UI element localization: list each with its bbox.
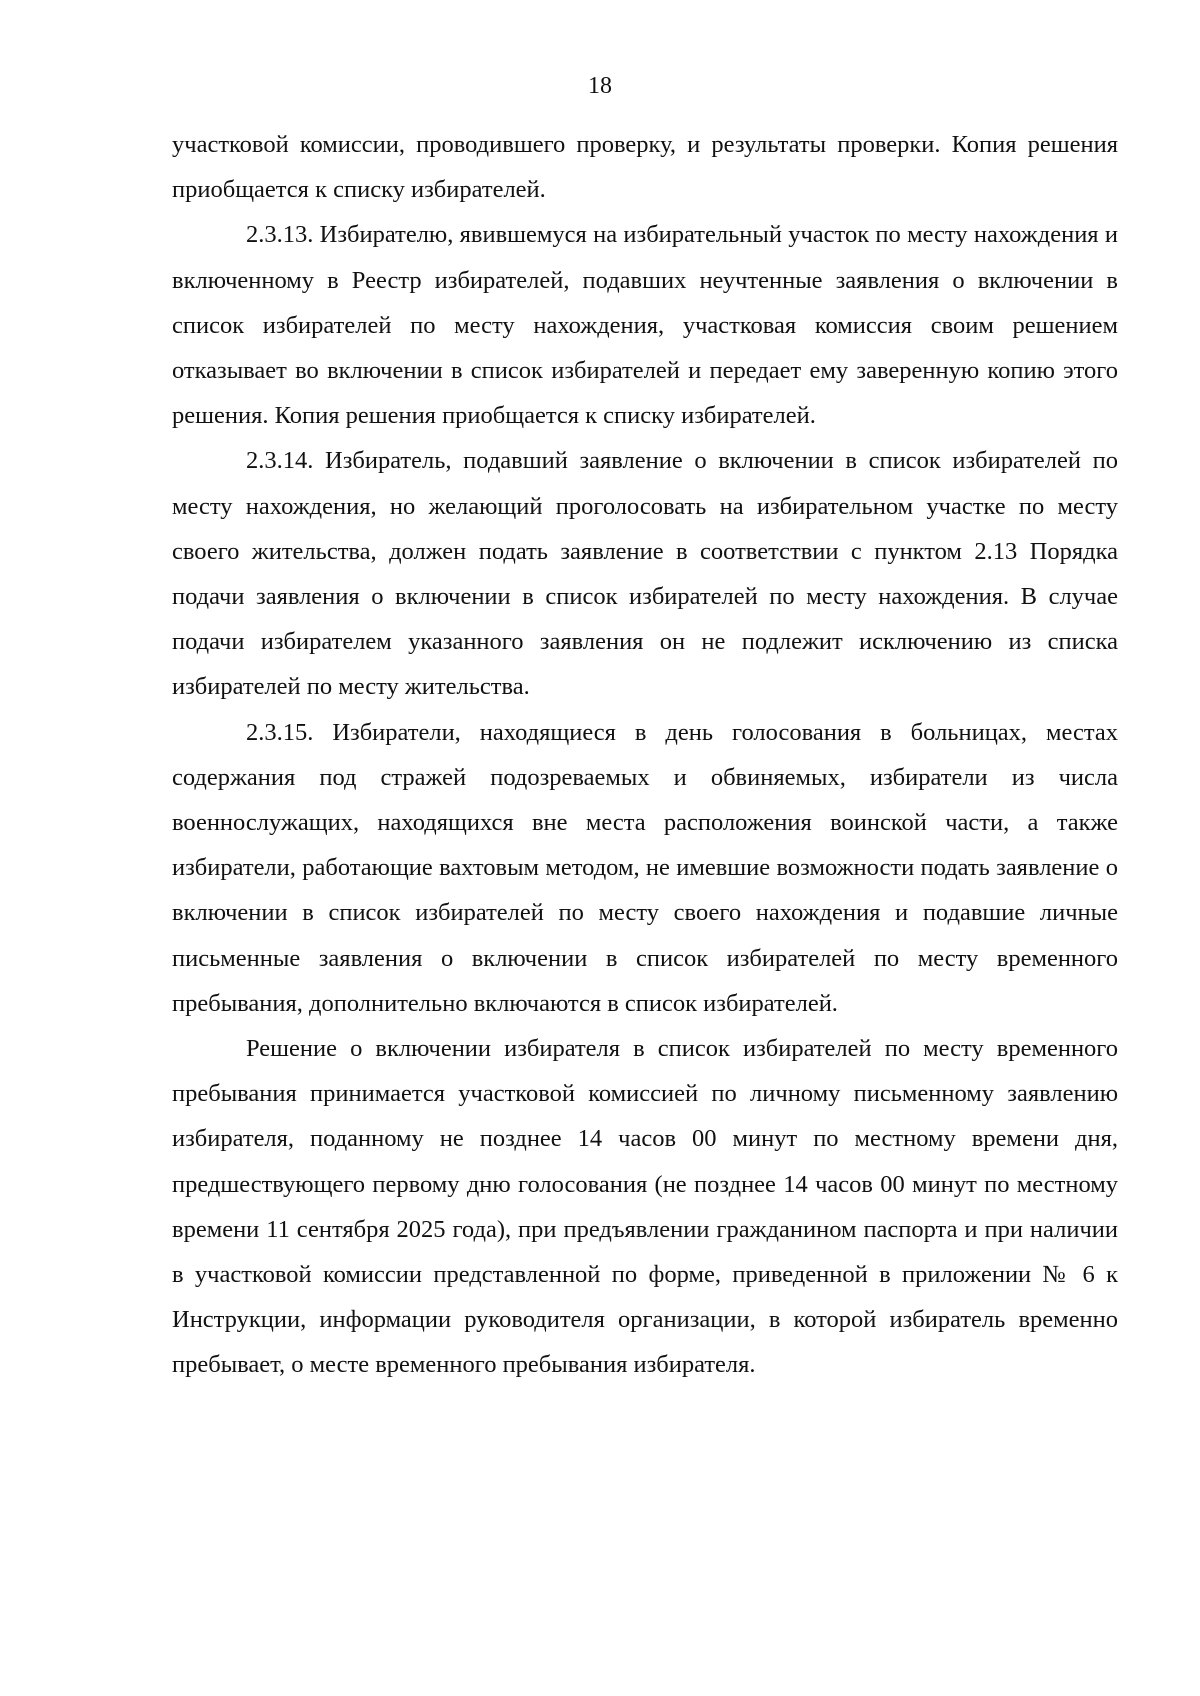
- paragraph-2-3-13: 2.3.13. Избирателю, явившемуся на избирательный участок по месту нахождения и включенному в Реестр избирателей, подавших неучтенные заявления о включении в список избирателей по месту нахождения, участковая комиссия своим решением отказывает во включении в список избирателей и передает ему заверенную копию этого решения. Копия решения приобщается к списку избирателей.: [172, 221, 1118, 430]
- document-body: [172, 122, 1118, 1388]
- paragraph-continuation: участковой комиссии, проводившего проверку, и результаты проверки. Копия решения приобщается к списку избирателей.: [172, 131, 1118, 204]
- paragraph-2-3-15: 2.3.15. Избиратели, находящиеся в день голосования в больницах, местах содержания под стражей подозреваемых и обвиняемых, избиратели из числа военнослужащих, находящихся вне места расположения воинской части, а также избиратели, работающие вахтовым методом, не имевшие возможности подать заявление о включении в список избирателей по месту своего нахождения и подавшие личные письменные заявления о включении в список избирателей по месту временного пребывания, дополнительно включаются в список избирателей.: [172, 718, 1118, 1017]
- paragraph-temporary-stay-decision: Решение о включении избирателя в список избирателей по месту временного пребывания принимается участковой комиссией по личному письменному заявлению избирателя, поданному не позднее 14 часов 00 минут по местному времени дня, предшествующего первому дню голосования (не позднее 14 часов 00 минут по местному времени 11 сентября 2025 года), при предъявлении гражданином паспорта и при наличии в участковой комиссии представленной по форме, приведенной в приложении № 6 к Инструкции, информации руководителя организации, в которой избиратель временно пребывает, о месте временного пребывания избирателя.: [172, 1035, 1118, 1379]
- paragraph-2-3-14: 2.3.14. Избиратель, подавший заявление о включении в список избирателей по месту нахождения, но желающий проголосовать на избирательном участке по месту своего жительства, должен подать заявление в соответствии с пунктом 2.13 Порядка подачи заявления о включении в список избирателей по месту нахождения. В случае подачи избирателем указанного заявления он не подлежит исключению из списка избирателей по месту жительства.: [172, 447, 1118, 701]
- page-number: 18: [588, 73, 612, 99]
